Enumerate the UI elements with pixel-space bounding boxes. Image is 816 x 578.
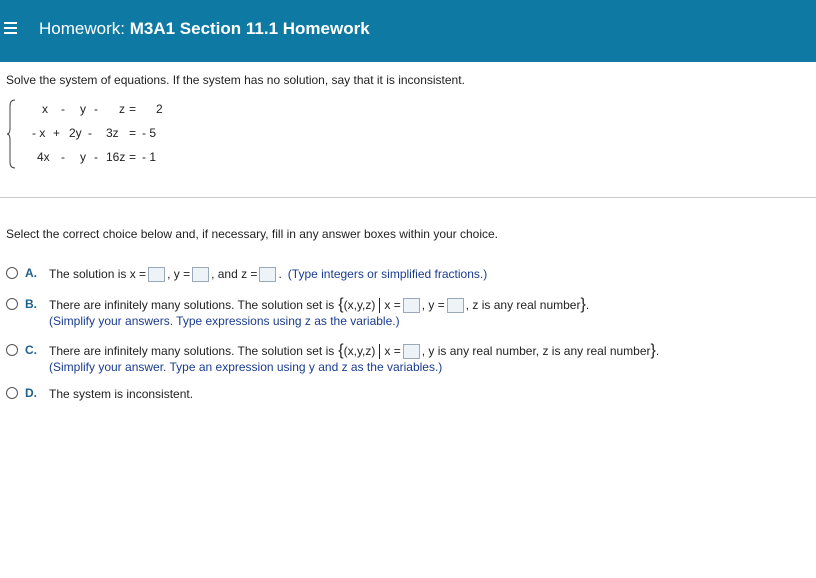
eq-equals: = <box>129 102 137 116</box>
choice-d-letter: D. <box>25 386 37 400</box>
eq-operator: - <box>61 150 65 164</box>
eq-rhs: - 5 <box>142 126 157 140</box>
eq-operator: - <box>94 150 98 164</box>
choice-c-text-1: There are infinitely many solutions. The solution set is <box>49 344 335 358</box>
eq-term: y <box>80 102 86 116</box>
choice-c-hint: (Simplify your answer. Type an expression using y and z as the variables.) <box>49 360 443 374</box>
eq-rhs: - 1 <box>142 150 157 164</box>
choice-a-text-2: , y = <box>167 267 191 281</box>
answer-box-x-two-param[interactable] <box>403 344 420 359</box>
menu-icon[interactable] <box>4 22 17 36</box>
select-instructions: Select the correct choice below and, if necessary, fill in any answer boxes within your choice. <box>6 227 499 241</box>
answer-box-x-param[interactable] <box>403 298 420 313</box>
eq-term: y <box>80 150 86 164</box>
choice-d-text <box>49 387 193 401</box>
choice-b-text-2: x = <box>384 298 401 312</box>
choice-c-letter: C. <box>25 343 37 357</box>
answer-box-y-param[interactable] <box>447 298 464 313</box>
eq-operator: - <box>94 102 98 116</box>
set-divider <box>379 298 380 313</box>
choice-b-end: . <box>585 298 590 312</box>
choice-d-radio[interactable] <box>6 387 18 399</box>
eq-term: 16z <box>106 150 126 164</box>
choice-c-end: . <box>655 344 660 358</box>
eq-operator: - <box>61 102 65 116</box>
choice-b <box>6 298 806 332</box>
choice-b-radio[interactable] <box>6 298 18 310</box>
equation-row-3 <box>6 150 206 166</box>
choice-a-text-3: , and z = <box>211 267 258 281</box>
eq-term: x <box>42 102 48 116</box>
choice-c-text-3: , y is any real number, z is any real number <box>421 344 651 358</box>
choice-a-letter: A. <box>25 266 37 280</box>
eq-operator: - <box>88 126 92 140</box>
set-divider <box>379 344 380 359</box>
choice-d-text-1: The system is inconsistent. <box>49 387 194 401</box>
set-close-brace: } <box>650 342 656 359</box>
answer-box-z[interactable] <box>259 267 276 282</box>
eq-term: - x <box>32 126 46 140</box>
choice-d <box>6 387 806 403</box>
choice-c-radio[interactable] <box>6 344 18 356</box>
set-open-brace: { <box>338 342 344 359</box>
choice-b-text <box>49 298 589 312</box>
choice-a <box>6 267 806 283</box>
set-close-brace: } <box>580 296 586 313</box>
choice-b-letter: B. <box>25 297 37 311</box>
eq-rhs: 2 <box>156 102 163 116</box>
choice-a-hint: (Type integers or simplified fractions.) <box>287 267 488 281</box>
answer-box-x[interactable] <box>148 267 165 282</box>
choice-b-text-3: , y = <box>421 298 445 312</box>
eq-term: 3z <box>106 126 119 140</box>
eq-equals: = <box>129 126 137 140</box>
choice-b-text-1: There are infinitely many solutions. The solution set is <box>49 298 335 312</box>
choice-a-text-1: The solution is x = <box>49 267 147 281</box>
answer-box-y[interactable] <box>192 267 209 282</box>
choice-a-radio[interactable] <box>6 267 18 279</box>
eq-equals: = <box>129 150 137 164</box>
eq-operator: + <box>53 126 61 140</box>
set-variables: (x,y,z) <box>343 298 376 312</box>
equation-row-1 <box>6 102 206 118</box>
choice-c-text <box>49 344 659 358</box>
choice-b-text-4: , z is any real number <box>465 298 581 312</box>
choice-c-text-2: x = <box>384 344 401 358</box>
equation-row-2 <box>6 126 206 142</box>
choice-a-text <box>49 267 487 281</box>
choice-c <box>6 344 806 378</box>
title-prefix: Homework: <box>39 19 125 38</box>
page-title <box>39 19 370 39</box>
set-variables: (x,y,z) <box>343 344 376 358</box>
eq-term: 2y <box>69 126 82 140</box>
choice-b-hint: (Simplify your answers. Type expressions using z as the variable.) <box>49 314 400 328</box>
problem-instructions: Solve the system of equations. If the system has no solution, say that it is inconsistent. <box>6 73 465 87</box>
eq-term: z <box>119 102 125 116</box>
choice-a-text-4: . <box>278 267 282 281</box>
assignment-name: M3A1 Section 11.1 Homework <box>129 19 370 38</box>
eq-term: 4x <box>37 150 50 164</box>
equation-system <box>6 98 206 170</box>
set-open-brace: { <box>338 296 344 313</box>
app-header <box>0 0 816 62</box>
section-divider <box>0 197 816 198</box>
